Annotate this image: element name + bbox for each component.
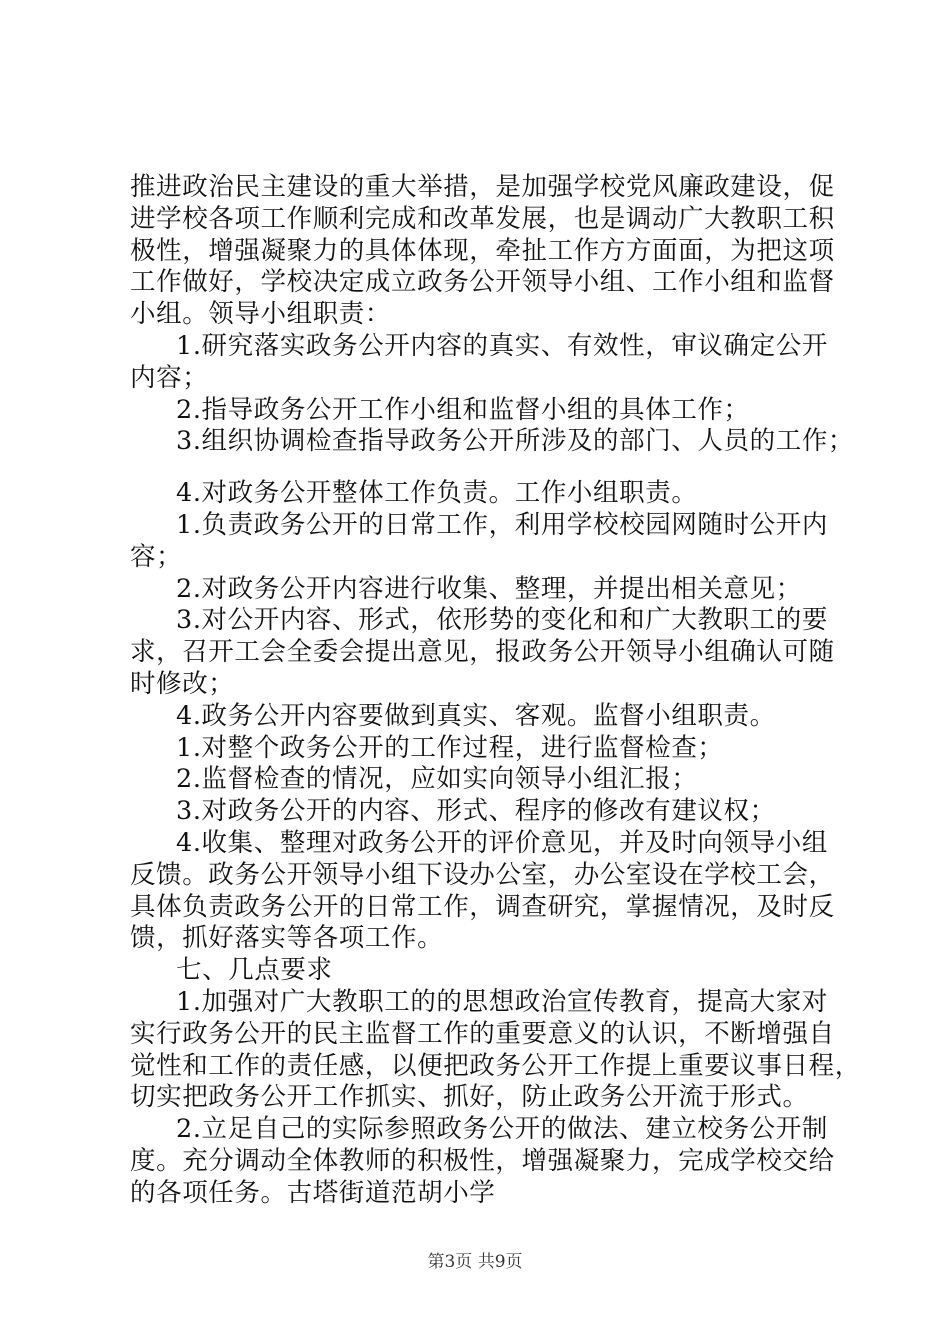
- list-item: 1.加强对广大教职工的的思想政治宣传教育，提高大家对: [176, 986, 828, 1017]
- paragraph-line: 的各项任务。古塔街道范胡小学: [130, 1177, 496, 1208]
- list-item: 2.监督检查的情况，应如实向领导小组汇报；: [176, 764, 698, 795]
- list-item: 2.对政务公开内容进行收集、整理，并提出相关意见；: [176, 573, 802, 604]
- paragraph-line: 求，召开工会全委会提出意见，报政务公开领导小组确认可随: [130, 637, 835, 668]
- list-item: 1.负责政务公开的日常工作，利用学校校园网随时公开内: [176, 509, 828, 540]
- paragraph-line: 切实把政务公开工作抓实、抓好，防止政务公开流于形式。: [130, 1082, 809, 1113]
- list-item: 2.立足自己的实际参照政务公开的做法、建立校务公开制: [176, 1114, 828, 1145]
- list-item: 1.对整个政务公开的工作过程，进行监督检查；: [176, 732, 724, 763]
- page-number-footer: 第3页 共9页: [427, 1252, 523, 1272]
- paragraph-line: 觉性和工作的责任感，以便把政务公开工作提上重要议事日程，: [130, 1050, 861, 1081]
- paragraph-line: 实行政务公开的民主监督工作的重要意义的认识，不断增强自: [130, 1018, 835, 1049]
- list-item: 3.组织协调检查指导政务公开所涉及的部门、人员的工作；: [176, 426, 855, 457]
- paragraph-line: 时修改；: [130, 668, 235, 699]
- paragraph-line: 度。充分调动全体教师的积极性，增强凝聚力，完成学校交给: [130, 1145, 835, 1176]
- paragraph-line: 馈，抓好落实等各项工作。: [130, 923, 444, 954]
- list-item: 4.政务公开内容要做到真实、客观。监督小组职责。: [176, 700, 776, 731]
- list-item: 3.对政务公开的内容、形式、程序的修改有建议权；: [176, 796, 776, 827]
- list-item: 4.对政务公开整体工作负责。工作小组职责。: [176, 478, 698, 509]
- section-heading: 七、几点要求: [176, 955, 333, 986]
- list-item: 3.对公开内容、形式，依形势的变化和和广大教职工的要: [176, 605, 828, 636]
- paragraph-line: 进学校各项工作顺利完成和改革发展，也是调动广大教职工积: [130, 203, 835, 234]
- document-body: [130, 172, 861, 1210]
- spacer: [130, 458, 830, 478]
- paragraph-line: 内容；: [130, 362, 209, 393]
- paragraph-line: 反馈。政务公开领导小组下设办公室，办公室设在学校工会，: [130, 859, 835, 890]
- paragraph-line: 工作做好，学校决定成立政务公开领导小组、工作小组和监督: [130, 267, 835, 298]
- paragraph-line: 小组。领导小组职责：: [130, 299, 392, 330]
- list-item: 2.指导政务公开工作小组和监督小组的具体工作；: [176, 394, 750, 425]
- paragraph-line: 容；: [130, 541, 183, 572]
- paragraph-line: 推进政治民主建设的重大举措，是加强学校党风廉政建设，促: [130, 172, 835, 202]
- list-item: 4.收集、整理对政务公开的评价意见，并及时向领导小组: [176, 827, 828, 858]
- paragraph-line: 具体负责政务公开的日常工作，调查研究，掌握情况，及时反: [130, 891, 835, 922]
- paragraph-line: 极性，增强凝聚力的具体体现，牵扯工作方方面面，为把这项: [130, 235, 835, 266]
- list-item: 1.研究落实政务公开内容的真实、有效性，审议确定公开: [176, 330, 828, 361]
